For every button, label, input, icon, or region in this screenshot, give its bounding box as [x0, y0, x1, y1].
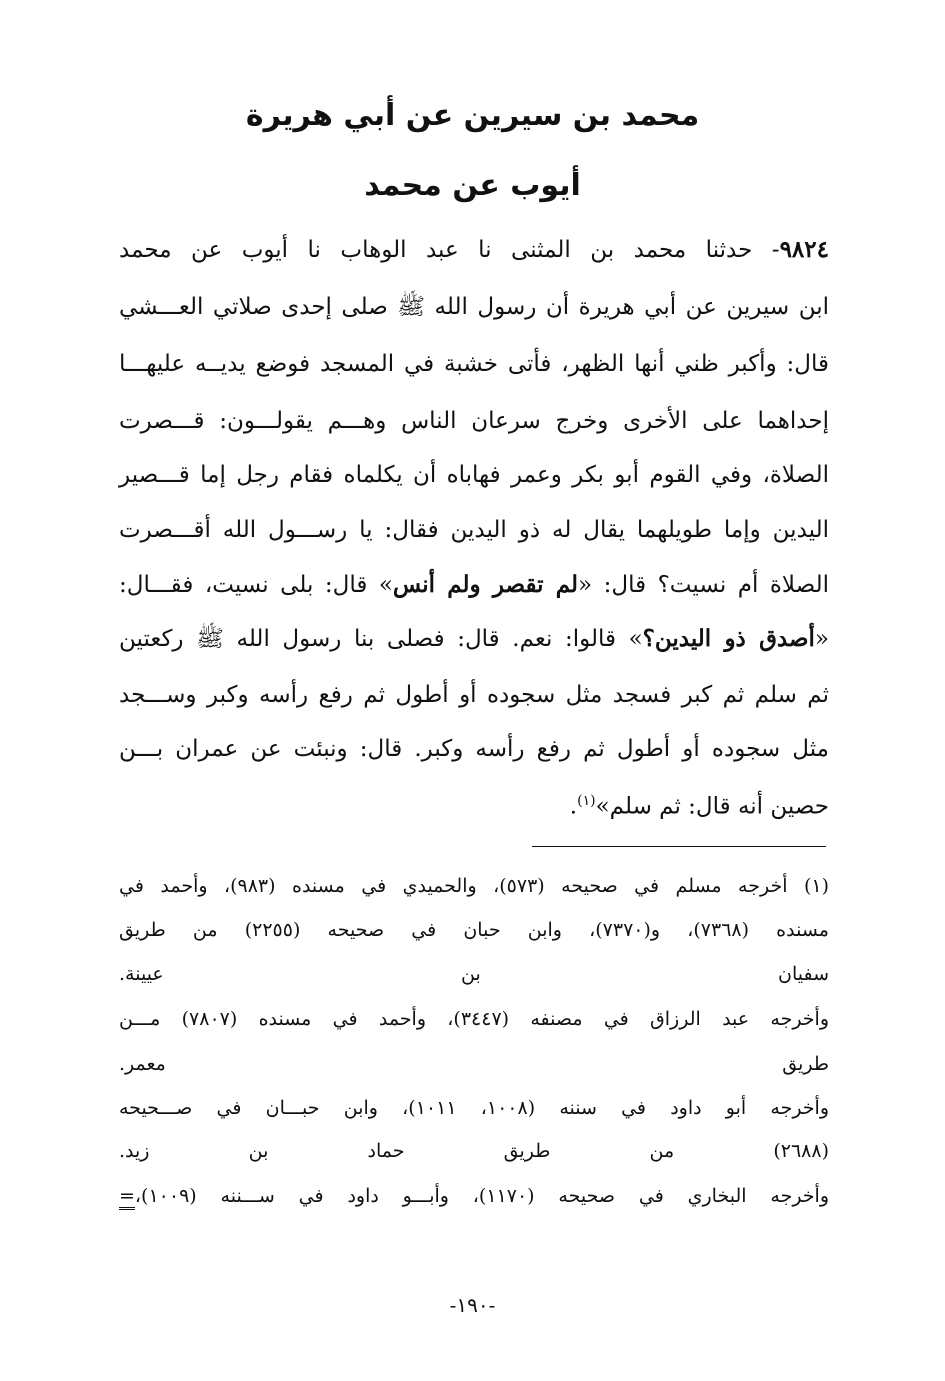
hadith-line-11: حصين أنه قال: ثم سلم»$^{(١)}$.: [569, 793, 829, 820]
hadith-line-2: ابن سيرين عن أبي هريرة أن رسول الله ﷺ صلى إحدى صلاتي العـــشي: [119, 294, 829, 320]
footnote-separator: [532, 846, 826, 847]
hadith-line-7: الصلاة أم نسيت؟ قال: «لم تقصر ولم أنس» قال: بلى نسيت، فقـــال:: [119, 571, 829, 598]
hadith-line-10: مثل سجوده أو أطول ثم رفع رأسه وكبر. قال: ونبئت عن عمران بـــن: [119, 736, 829, 762]
continuation-mark: =: [119, 1185, 135, 1210]
footnote-line-1: (١) أخرجه مسلم في صحيحه (٥٧٣)، والحميدي في مسنده (٩٨٣)، وأحمد في: [119, 875, 829, 897]
footnote-line-8: وأخرجه البخاري في صحيحه (١١٧٠)، وأبـــو داود في ســـننه (١٠٠٩)،=: [119, 1183, 829, 1209]
footnote-line-7: (٢٦٨٨) من طريق حماد بن زيد.: [119, 1140, 829, 1162]
footnote-line-4: وأخرجه عبد الرزاق في مصنفه (٣٤٤٧)، وأحمد في مسنده (٧٨٠٧) مـــن: [119, 1008, 830, 1030]
hadith-line-1: ٩٨٢٤- حدثنا محمد بن المثنى نا عبد الوهاب نا أيوب عن محمد: [119, 236, 829, 263]
hadith-line-4: إحداهما على الأخرى وخرج سرعان الناس وهـــم يقولـــون: قـــصرت: [119, 408, 829, 434]
prophet-quote: أصدق ذو اليدين؟: [642, 625, 815, 652]
hadith-line-3: قال: وأكبر ظني أنها الظهر، فأتى خشبة في المسجد فوضع يديــه عليهـــا: [119, 351, 829, 377]
footnote-ref: (١): [577, 793, 596, 809]
hadith-number: ٩٨٢٤: [779, 236, 829, 263]
footnote-line-6: وأخرجه أبو داود في سننه (١٠٠٨، ١٠١١)، وابن حبـــان في صـــحيحه: [119, 1097, 830, 1119]
hadith-line-6: اليدين وإما طويلهما يقال له ذو اليدين فقال: يا رســـول الله أقـــصرت: [119, 517, 829, 543]
hadith-line-5: الصلاة، وفي القوم أبو بكر وعمر فهاباه أن يكلماه فقام رجل إما قـــصير: [119, 462, 829, 488]
section-heading: أيوب عن محمد: [364, 168, 581, 203]
footnote-line-2: مسنده (٧٣٦٨)، و(٧٣٧٠)، وابن حبان في صحيحه (٢٢٥٥) من طريق: [119, 919, 829, 941]
hadith-line-8: «أصدق ذو اليدين؟» قالوا: نعم. قال: فصلى بنا رسول الله ﷺ ركعتين: [119, 625, 829, 652]
page-number: -١٩٠-: [449, 1293, 496, 1317]
chapter-heading: محمد بن سيرين عن أبي هريرة: [245, 98, 700, 133]
footnote-line-5: طريق معمر.: [119, 1053, 829, 1075]
prophet-quote: لم تقصر ولم أنس: [392, 571, 579, 598]
hadith-line-9: ثم سلم ثم كبر فسجد مثل سجوده أو أطول ثم رفع رأسه وكبر وســـجد: [119, 682, 829, 708]
footnote-line-3: سفيان بن عيينة.: [119, 963, 829, 985]
